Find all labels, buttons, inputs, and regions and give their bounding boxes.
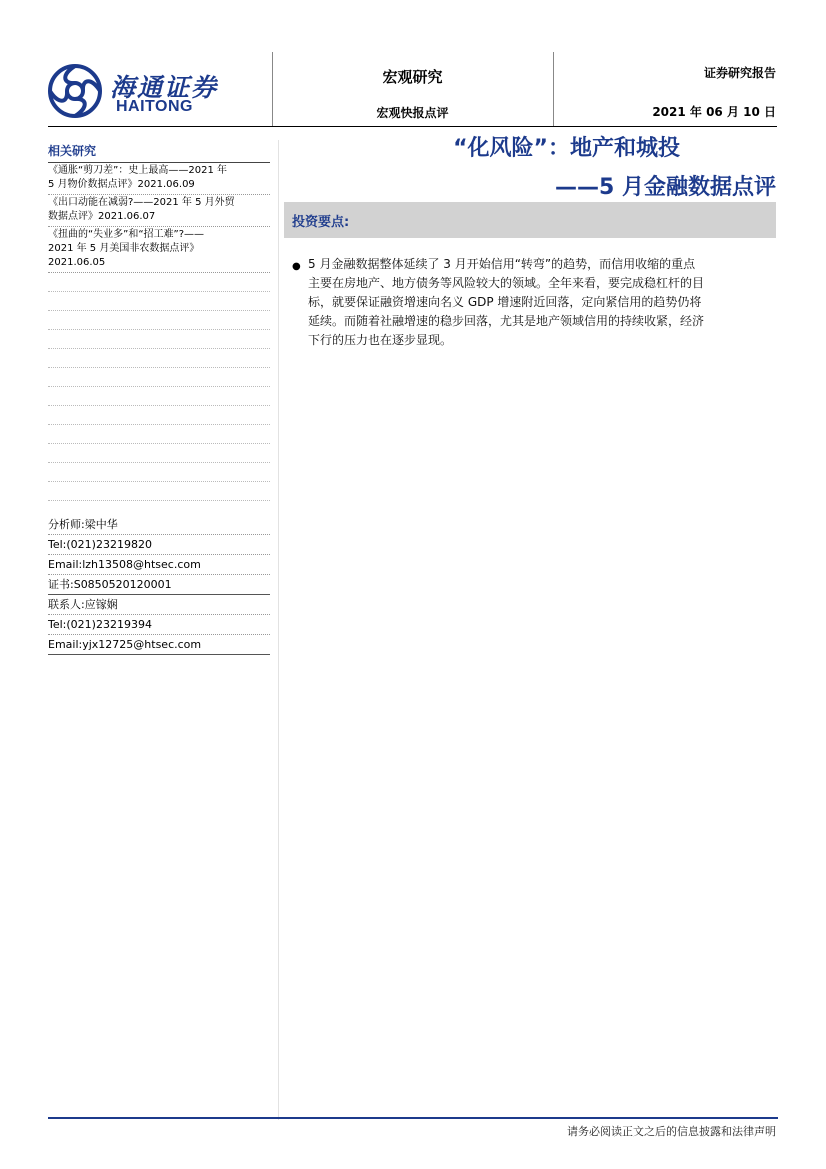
paragraph-line: 标，就要保证融资增速向名义 GDP 增速附近回落，定向紧信用的趋势仍将 — [308, 295, 702, 309]
column-separator — [278, 140, 279, 1120]
paragraph-line: 延续。而随着社融增速的稳步回落，尤其是地产领域信用的持续收紧，经济 — [308, 314, 705, 328]
analyst-cert: 证书:S0850520120001 — [48, 575, 270, 595]
related-item[interactable] — [48, 227, 270, 273]
related-item[interactable] — [48, 163, 270, 195]
related-item-line: 《通胀“剪刀差”：史上最高——2021 年 — [48, 165, 227, 176]
bullet-icon: ● — [292, 261, 301, 272]
header-date: 2021 年 06 月 10 日 — [652, 105, 776, 119]
paragraph-line: 5 月金融数据整体延续了 3 月开始信用“转弯”的趋势，而信用收缩的重点 — [308, 257, 696, 271]
contact-person: 联系人:应镓娴 — [48, 595, 270, 615]
header-divider-right — [553, 52, 554, 126]
blank-line — [48, 387, 270, 406]
report-subtitle: ——5 月金融数据点评 — [555, 175, 776, 200]
contact-tel: Tel:(021)23219394 — [48, 615, 270, 635]
analyst-email[interactable]: Email:lzh13508@htsec.com — [48, 555, 270, 575]
header-rule — [48, 126, 777, 127]
logo-chinese-name: 海通证券 — [110, 73, 219, 102]
haitong-emblem-icon — [48, 64, 102, 118]
header-report-type: 证券研究报告 — [703, 66, 776, 80]
key-point-paragraph — [308, 255, 776, 350]
header-category: 宏观研究 — [382, 68, 443, 86]
blank-line — [48, 292, 270, 311]
related-item-line: 《出口动能在减弱?——2021 年 5 月外贸 — [48, 197, 235, 208]
paragraph-line: 主要在房地产、地方债务等风险较大的领域。全年来看，要完成稳杠杆的目 — [308, 276, 705, 290]
analyst-contact-block — [48, 515, 270, 655]
blank-line — [48, 444, 270, 463]
key-points-bar — [284, 202, 776, 238]
blank-line — [48, 425, 270, 444]
analyst-tel: Tel:(021)23219820 — [48, 535, 270, 555]
key-points-label: 投资要点: — [292, 215, 350, 230]
logo-english-name: HAITONG — [116, 98, 193, 115]
related-item-line: 数据点评》2021.06.07 — [48, 211, 156, 222]
footer-rule — [48, 1117, 778, 1119]
related-item-line: 5 月物价数据点评》2021.06.09 — [48, 179, 195, 190]
blank-line — [48, 273, 270, 292]
blank-line — [48, 349, 270, 368]
blank-line — [48, 463, 270, 482]
contact-email[interactable]: Email:yjx12725@htsec.com — [48, 635, 270, 655]
related-research-panel — [48, 142, 270, 501]
related-item-line: 2021.06.05 — [48, 257, 106, 268]
blank-line — [48, 330, 270, 349]
haitong-logo — [48, 64, 248, 124]
blank-line — [48, 368, 270, 387]
blank-line — [48, 311, 270, 330]
header-subcategory: 宏观快报点评 — [376, 106, 449, 120]
related-research-title: 相关研究 — [48, 142, 270, 163]
footer-disclaimer: 请务必阅读正文之后的信息披露和法律声明 — [567, 1125, 776, 1138]
report-title: “化风险”：地产和城投 — [453, 136, 680, 161]
related-item[interactable] — [48, 195, 270, 227]
related-item-line: 2021 年 5 月美国非农数据点评》 — [48, 243, 200, 254]
analyst-name: 分析师:梁中华 — [48, 515, 270, 535]
blank-line — [48, 406, 270, 425]
blank-line — [48, 482, 270, 501]
paragraph-line: 下行的压力也在逐步显现。 — [308, 333, 453, 347]
related-item-line: 《扭曲的“失业多”和“招工难”?—— — [48, 229, 205, 240]
